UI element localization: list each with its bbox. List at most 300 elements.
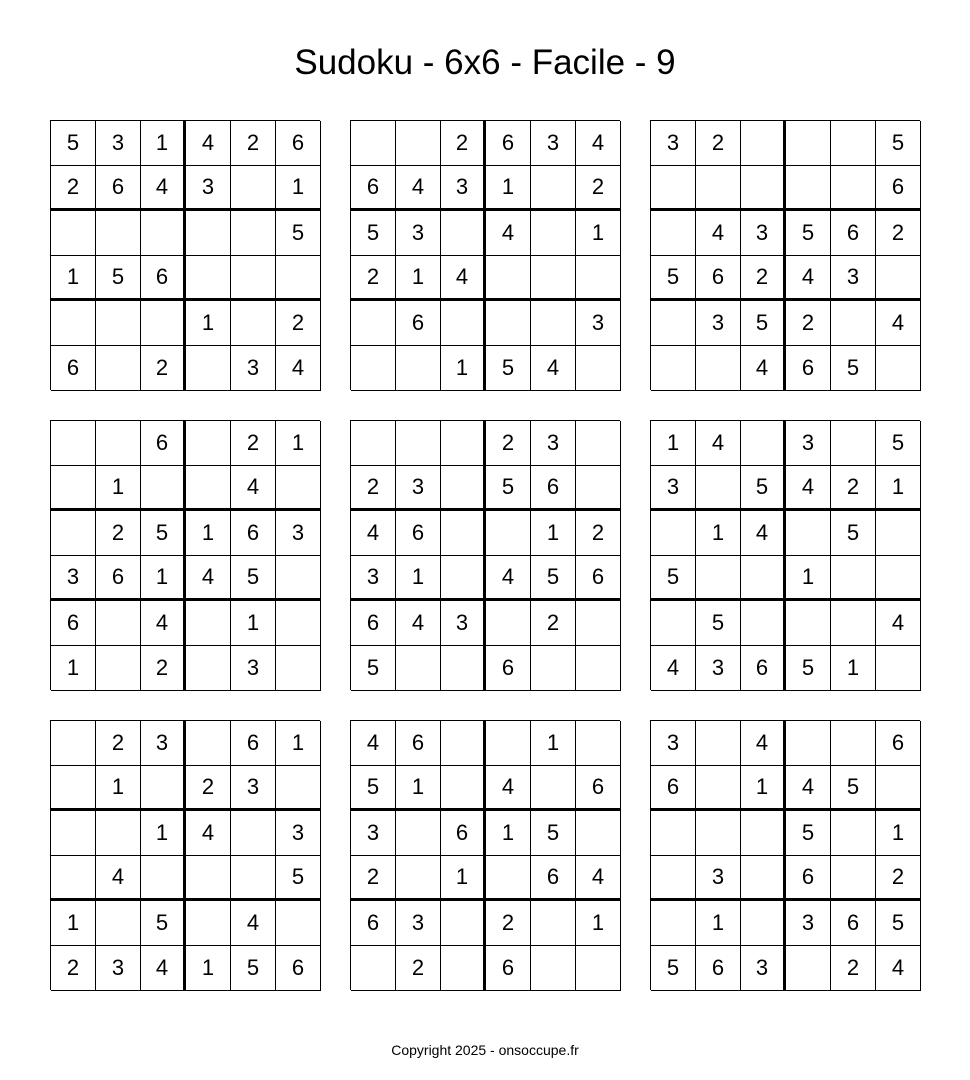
empty-cell[interactable] xyxy=(651,856,696,901)
given-cell: 1 xyxy=(831,646,876,691)
given-cell: 1 xyxy=(276,721,321,766)
empty-cell[interactable] xyxy=(741,856,786,901)
given-cell: 2 xyxy=(96,511,141,556)
given-cell: 6 xyxy=(486,121,531,166)
given-cell: 6 xyxy=(441,811,486,856)
empty-cell[interactable] xyxy=(351,421,396,466)
given-cell: 5 xyxy=(831,511,876,556)
given-cell: 5 xyxy=(276,211,321,256)
empty-cell[interactable] xyxy=(96,421,141,466)
given-cell: 1 xyxy=(441,346,486,391)
empty-cell[interactable] xyxy=(231,856,276,901)
given-cell: 5 xyxy=(741,466,786,511)
given-cell: 2 xyxy=(396,946,441,991)
empty-cell[interactable] xyxy=(51,811,96,856)
given-cell: 2 xyxy=(741,256,786,301)
given-cell: 6 xyxy=(696,256,741,301)
empty-cell[interactable] xyxy=(186,211,231,256)
given-cell: 3 xyxy=(96,121,141,166)
empty-cell[interactable] xyxy=(96,301,141,346)
given-cell: 6 xyxy=(351,601,396,646)
given-cell: 1 xyxy=(276,166,321,211)
given-cell: 4 xyxy=(696,421,741,466)
empty-cell[interactable] xyxy=(576,601,621,646)
given-cell: 2 xyxy=(831,466,876,511)
empty-cell[interactable] xyxy=(51,766,96,811)
empty-cell[interactable] xyxy=(876,556,921,601)
given-cell: 2 xyxy=(486,421,531,466)
empty-cell[interactable] xyxy=(831,811,876,856)
given-cell: 4 xyxy=(876,601,921,646)
given-cell: 6 xyxy=(831,901,876,946)
empty-cell[interactable] xyxy=(441,466,486,511)
given-cell: 3 xyxy=(351,556,396,601)
empty-cell[interactable] xyxy=(441,421,486,466)
sudoku-grid-2 xyxy=(350,120,620,390)
page-title: Sudoku - 6x6 - Facile - 9 xyxy=(294,43,676,82)
empty-cell[interactable] xyxy=(786,721,831,766)
empty-cell[interactable] xyxy=(576,421,621,466)
empty-cell[interactable] xyxy=(531,901,576,946)
given-cell: 1 xyxy=(786,556,831,601)
given-cell: 5 xyxy=(651,946,696,991)
given-cell: 4 xyxy=(141,946,186,991)
empty-cell[interactable] xyxy=(696,346,741,391)
empty-cell[interactable] xyxy=(276,766,321,811)
given-cell: 4 xyxy=(186,811,231,856)
empty-cell[interactable] xyxy=(876,646,921,691)
empty-cell[interactable] xyxy=(486,301,531,346)
empty-cell[interactable] xyxy=(351,946,396,991)
given-cell: 6 xyxy=(576,556,621,601)
empty-cell[interactable] xyxy=(186,856,231,901)
given-cell: 5 xyxy=(351,646,396,691)
given-cell: 5 xyxy=(231,946,276,991)
empty-cell[interactable] xyxy=(576,646,621,691)
empty-cell[interactable] xyxy=(186,466,231,511)
given-cell: 2 xyxy=(141,346,186,391)
given-cell: 5 xyxy=(786,811,831,856)
empty-cell[interactable] xyxy=(576,946,621,991)
given-cell: 5 xyxy=(831,346,876,391)
empty-cell[interactable] xyxy=(396,421,441,466)
empty-cell[interactable] xyxy=(576,256,621,301)
given-cell: 3 xyxy=(396,901,441,946)
empty-cell[interactable] xyxy=(186,256,231,301)
given-cell: 6 xyxy=(141,256,186,301)
given-cell: 6 xyxy=(876,166,921,211)
given-cell: 5 xyxy=(831,766,876,811)
given-cell: 3 xyxy=(186,166,231,211)
given-cell: 4 xyxy=(741,346,786,391)
given-cell: 1 xyxy=(531,511,576,556)
given-cell: 3 xyxy=(531,121,576,166)
empty-cell[interactable] xyxy=(651,901,696,946)
empty-cell[interactable] xyxy=(141,301,186,346)
empty-cell[interactable] xyxy=(231,256,276,301)
given-cell: 6 xyxy=(231,511,276,556)
empty-cell[interactable] xyxy=(651,811,696,856)
empty-cell[interactable] xyxy=(831,721,876,766)
empty-cell[interactable] xyxy=(51,466,96,511)
empty-cell[interactable] xyxy=(876,346,921,391)
empty-cell[interactable] xyxy=(741,556,786,601)
given-cell: 4 xyxy=(186,556,231,601)
given-cell: 1 xyxy=(186,946,231,991)
empty-cell[interactable] xyxy=(831,121,876,166)
empty-cell[interactable] xyxy=(186,601,231,646)
given-cell: 5 xyxy=(96,256,141,301)
given-cell: 4 xyxy=(486,211,531,256)
empty-cell[interactable] xyxy=(876,256,921,301)
empty-cell[interactable] xyxy=(351,346,396,391)
given-cell: 6 xyxy=(276,946,321,991)
given-cell: 6 xyxy=(531,466,576,511)
given-cell: 4 xyxy=(786,766,831,811)
given-cell: 3 xyxy=(396,466,441,511)
empty-cell[interactable] xyxy=(231,211,276,256)
empty-cell[interactable] xyxy=(651,301,696,346)
empty-cell[interactable] xyxy=(531,256,576,301)
empty-cell[interactable] xyxy=(441,211,486,256)
given-cell: 3 xyxy=(96,946,141,991)
given-cell: 1 xyxy=(396,766,441,811)
given-cell: 5 xyxy=(651,256,696,301)
sudoku-grid-8 xyxy=(350,720,620,990)
given-cell: 4 xyxy=(396,166,441,211)
empty-cell[interactable] xyxy=(741,601,786,646)
empty-cell[interactable] xyxy=(96,901,141,946)
empty-cell[interactable] xyxy=(651,511,696,556)
given-cell: 4 xyxy=(351,721,396,766)
empty-cell[interactable] xyxy=(651,211,696,256)
empty-cell[interactable] xyxy=(276,556,321,601)
given-cell: 4 xyxy=(231,901,276,946)
given-cell: 6 xyxy=(396,301,441,346)
given-cell: 2 xyxy=(876,211,921,256)
given-cell: 6 xyxy=(576,766,621,811)
given-cell: 3 xyxy=(831,256,876,301)
given-cell: 4 xyxy=(576,121,621,166)
given-cell: 1 xyxy=(51,646,96,691)
empty-cell[interactable] xyxy=(351,121,396,166)
empty-cell[interactable] xyxy=(651,346,696,391)
empty-cell[interactable] xyxy=(441,946,486,991)
given-cell: 5 xyxy=(141,901,186,946)
given-cell: 1 xyxy=(186,511,231,556)
empty-cell[interactable] xyxy=(96,601,141,646)
given-cell: 5 xyxy=(276,856,321,901)
given-cell: 2 xyxy=(351,856,396,901)
empty-cell[interactable] xyxy=(96,346,141,391)
empty-cell[interactable] xyxy=(276,466,321,511)
empty-cell[interactable] xyxy=(141,856,186,901)
given-cell: 1 xyxy=(141,556,186,601)
empty-cell[interactable] xyxy=(51,421,96,466)
given-cell: 2 xyxy=(441,121,486,166)
given-cell: 5 xyxy=(231,556,276,601)
given-cell: 6 xyxy=(531,856,576,901)
empty-cell[interactable] xyxy=(486,856,531,901)
copyright-footer: Copyright 2025 - onsoccupe.fr xyxy=(391,1042,579,1058)
given-cell: 6 xyxy=(351,166,396,211)
empty-cell[interactable] xyxy=(396,811,441,856)
empty-cell[interactable] xyxy=(876,766,921,811)
given-cell: 1 xyxy=(276,421,321,466)
empty-cell[interactable] xyxy=(696,556,741,601)
empty-cell[interactable] xyxy=(186,346,231,391)
empty-cell[interactable] xyxy=(276,646,321,691)
empty-cell[interactable] xyxy=(276,901,321,946)
empty-cell[interactable] xyxy=(786,601,831,646)
given-cell: 3 xyxy=(51,556,96,601)
given-cell: 5 xyxy=(351,766,396,811)
given-cell: 4 xyxy=(486,766,531,811)
empty-cell[interactable] xyxy=(741,811,786,856)
given-cell: 3 xyxy=(276,511,321,556)
given-cell: 5 xyxy=(51,121,96,166)
given-cell: 4 xyxy=(396,601,441,646)
empty-cell[interactable] xyxy=(876,511,921,556)
given-cell: 6 xyxy=(96,556,141,601)
given-cell: 6 xyxy=(96,166,141,211)
given-cell: 4 xyxy=(651,646,696,691)
empty-cell[interactable] xyxy=(486,601,531,646)
given-cell: 4 xyxy=(351,511,396,556)
sudoku-grid-5 xyxy=(350,420,620,690)
empty-cell[interactable] xyxy=(741,166,786,211)
empty-cell[interactable] xyxy=(651,601,696,646)
given-cell: 6 xyxy=(51,601,96,646)
given-cell: 6 xyxy=(831,211,876,256)
given-cell: 3 xyxy=(351,811,396,856)
empty-cell[interactable] xyxy=(741,421,786,466)
empty-cell[interactable] xyxy=(831,601,876,646)
given-cell: 6 xyxy=(786,856,831,901)
given-cell: 3 xyxy=(696,301,741,346)
given-cell: 3 xyxy=(696,646,741,691)
empty-cell[interactable] xyxy=(696,166,741,211)
empty-cell[interactable] xyxy=(786,121,831,166)
empty-cell[interactable] xyxy=(831,166,876,211)
empty-cell[interactable] xyxy=(576,721,621,766)
given-cell: 4 xyxy=(741,511,786,556)
empty-cell[interactable] xyxy=(531,211,576,256)
given-cell: 4 xyxy=(186,121,231,166)
empty-cell[interactable] xyxy=(141,766,186,811)
empty-cell[interactable] xyxy=(696,811,741,856)
given-cell: 4 xyxy=(141,166,186,211)
empty-cell[interactable] xyxy=(831,421,876,466)
empty-cell[interactable] xyxy=(186,646,231,691)
empty-cell[interactable] xyxy=(186,721,231,766)
given-cell: 5 xyxy=(531,556,576,601)
given-cell: 6 xyxy=(231,721,276,766)
given-cell: 6 xyxy=(396,721,441,766)
empty-cell[interactable] xyxy=(51,721,96,766)
empty-cell[interactable] xyxy=(51,511,96,556)
given-cell: 6 xyxy=(741,646,786,691)
empty-cell[interactable] xyxy=(576,466,621,511)
given-cell: 3 xyxy=(576,301,621,346)
given-cell: 2 xyxy=(51,946,96,991)
empty-cell[interactable] xyxy=(786,166,831,211)
given-cell: 4 xyxy=(576,856,621,901)
empty-cell[interactable] xyxy=(51,301,96,346)
empty-cell[interactable] xyxy=(276,601,321,646)
given-cell: 6 xyxy=(876,721,921,766)
empty-cell[interactable] xyxy=(96,811,141,856)
empty-cell[interactable] xyxy=(576,346,621,391)
given-cell: 4 xyxy=(231,466,276,511)
given-cell: 6 xyxy=(786,346,831,391)
empty-cell[interactable] xyxy=(486,511,531,556)
given-cell: 3 xyxy=(141,721,186,766)
given-cell: 3 xyxy=(231,646,276,691)
given-cell: 5 xyxy=(351,211,396,256)
given-cell: 5 xyxy=(741,301,786,346)
given-cell: 1 xyxy=(51,901,96,946)
given-cell: 6 xyxy=(486,946,531,991)
given-cell: 2 xyxy=(186,766,231,811)
given-cell: 4 xyxy=(276,346,321,391)
given-cell: 4 xyxy=(786,256,831,301)
empty-cell[interactable] xyxy=(831,301,876,346)
empty-cell[interactable] xyxy=(441,301,486,346)
given-cell: 1 xyxy=(876,811,921,856)
empty-cell[interactable] xyxy=(96,646,141,691)
given-cell: 5 xyxy=(876,121,921,166)
given-cell: 1 xyxy=(486,811,531,856)
empty-cell[interactable] xyxy=(741,901,786,946)
empty-cell[interactable] xyxy=(696,721,741,766)
given-cell: 2 xyxy=(231,121,276,166)
empty-cell[interactable] xyxy=(441,646,486,691)
empty-cell[interactable] xyxy=(576,811,621,856)
given-cell: 3 xyxy=(441,601,486,646)
given-cell: 5 xyxy=(876,901,921,946)
empty-cell[interactable] xyxy=(831,856,876,901)
given-cell: 5 xyxy=(696,601,741,646)
given-cell: 3 xyxy=(651,466,696,511)
given-cell: 1 xyxy=(141,121,186,166)
empty-cell[interactable] xyxy=(696,766,741,811)
given-cell: 1 xyxy=(96,766,141,811)
given-cell: 1 xyxy=(486,166,531,211)
given-cell: 3 xyxy=(231,346,276,391)
empty-cell[interactable] xyxy=(396,856,441,901)
empty-cell[interactable] xyxy=(396,646,441,691)
given-cell: 2 xyxy=(141,646,186,691)
given-cell: 1 xyxy=(396,556,441,601)
given-cell: 1 xyxy=(51,256,96,301)
given-cell: 1 xyxy=(141,811,186,856)
given-cell: 3 xyxy=(741,946,786,991)
empty-cell[interactable] xyxy=(786,511,831,556)
given-cell: 6 xyxy=(51,346,96,391)
given-cell: 6 xyxy=(276,121,321,166)
given-cell: 5 xyxy=(786,646,831,691)
empty-cell[interactable] xyxy=(186,421,231,466)
given-cell: 2 xyxy=(486,901,531,946)
empty-cell[interactable] xyxy=(786,946,831,991)
empty-cell[interactable] xyxy=(531,301,576,346)
given-cell: 3 xyxy=(396,211,441,256)
given-cell: 3 xyxy=(696,856,741,901)
given-cell: 6 xyxy=(486,646,531,691)
empty-cell[interactable] xyxy=(441,766,486,811)
empty-cell[interactable] xyxy=(351,301,396,346)
given-cell: 1 xyxy=(96,466,141,511)
given-cell: 1 xyxy=(396,256,441,301)
given-cell: 5 xyxy=(531,811,576,856)
empty-cell[interactable] xyxy=(741,121,786,166)
given-cell: 6 xyxy=(396,511,441,556)
empty-cell[interactable] xyxy=(531,646,576,691)
empty-cell[interactable] xyxy=(231,811,276,856)
given-cell: 2 xyxy=(831,946,876,991)
given-cell: 2 xyxy=(696,121,741,166)
given-cell: 3 xyxy=(531,421,576,466)
empty-cell[interactable] xyxy=(141,211,186,256)
empty-cell[interactable] xyxy=(96,211,141,256)
given-cell: 5 xyxy=(876,421,921,466)
given-cell: 2 xyxy=(231,421,276,466)
sudoku-grid-1 xyxy=(50,120,320,390)
empty-cell[interactable] xyxy=(51,211,96,256)
empty-cell[interactable] xyxy=(396,121,441,166)
empty-cell[interactable] xyxy=(531,946,576,991)
empty-cell[interactable] xyxy=(441,511,486,556)
empty-cell[interactable] xyxy=(231,166,276,211)
given-cell: 4 xyxy=(786,466,831,511)
empty-cell[interactable] xyxy=(441,901,486,946)
given-cell: 4 xyxy=(141,601,186,646)
empty-cell[interactable] xyxy=(441,721,486,766)
empty-cell[interactable] xyxy=(51,856,96,901)
empty-cell[interactable] xyxy=(696,466,741,511)
empty-cell[interactable] xyxy=(531,766,576,811)
sudoku-grid-7 xyxy=(50,720,320,990)
given-cell: 3 xyxy=(651,721,696,766)
given-cell: 2 xyxy=(876,856,921,901)
given-cell: 5 xyxy=(141,511,186,556)
empty-cell[interactable] xyxy=(396,346,441,391)
given-cell: 4 xyxy=(441,256,486,301)
empty-cell[interactable] xyxy=(651,166,696,211)
empty-cell[interactable] xyxy=(276,256,321,301)
empty-cell[interactable] xyxy=(531,166,576,211)
given-cell: 1 xyxy=(231,601,276,646)
given-cell: 6 xyxy=(141,421,186,466)
empty-cell[interactable] xyxy=(486,256,531,301)
given-cell: 2 xyxy=(276,301,321,346)
given-cell: 2 xyxy=(531,601,576,646)
empty-cell[interactable] xyxy=(831,556,876,601)
given-cell: 6 xyxy=(696,946,741,991)
empty-cell[interactable] xyxy=(441,556,486,601)
given-cell: 5 xyxy=(651,556,696,601)
given-cell: 2 xyxy=(351,466,396,511)
empty-cell[interactable] xyxy=(186,901,231,946)
given-cell: 4 xyxy=(876,301,921,346)
given-cell: 3 xyxy=(231,766,276,811)
empty-cell[interactable] xyxy=(231,301,276,346)
given-cell: 3 xyxy=(651,121,696,166)
empty-cell[interactable] xyxy=(141,466,186,511)
given-cell: 1 xyxy=(876,466,921,511)
empty-cell[interactable] xyxy=(486,721,531,766)
